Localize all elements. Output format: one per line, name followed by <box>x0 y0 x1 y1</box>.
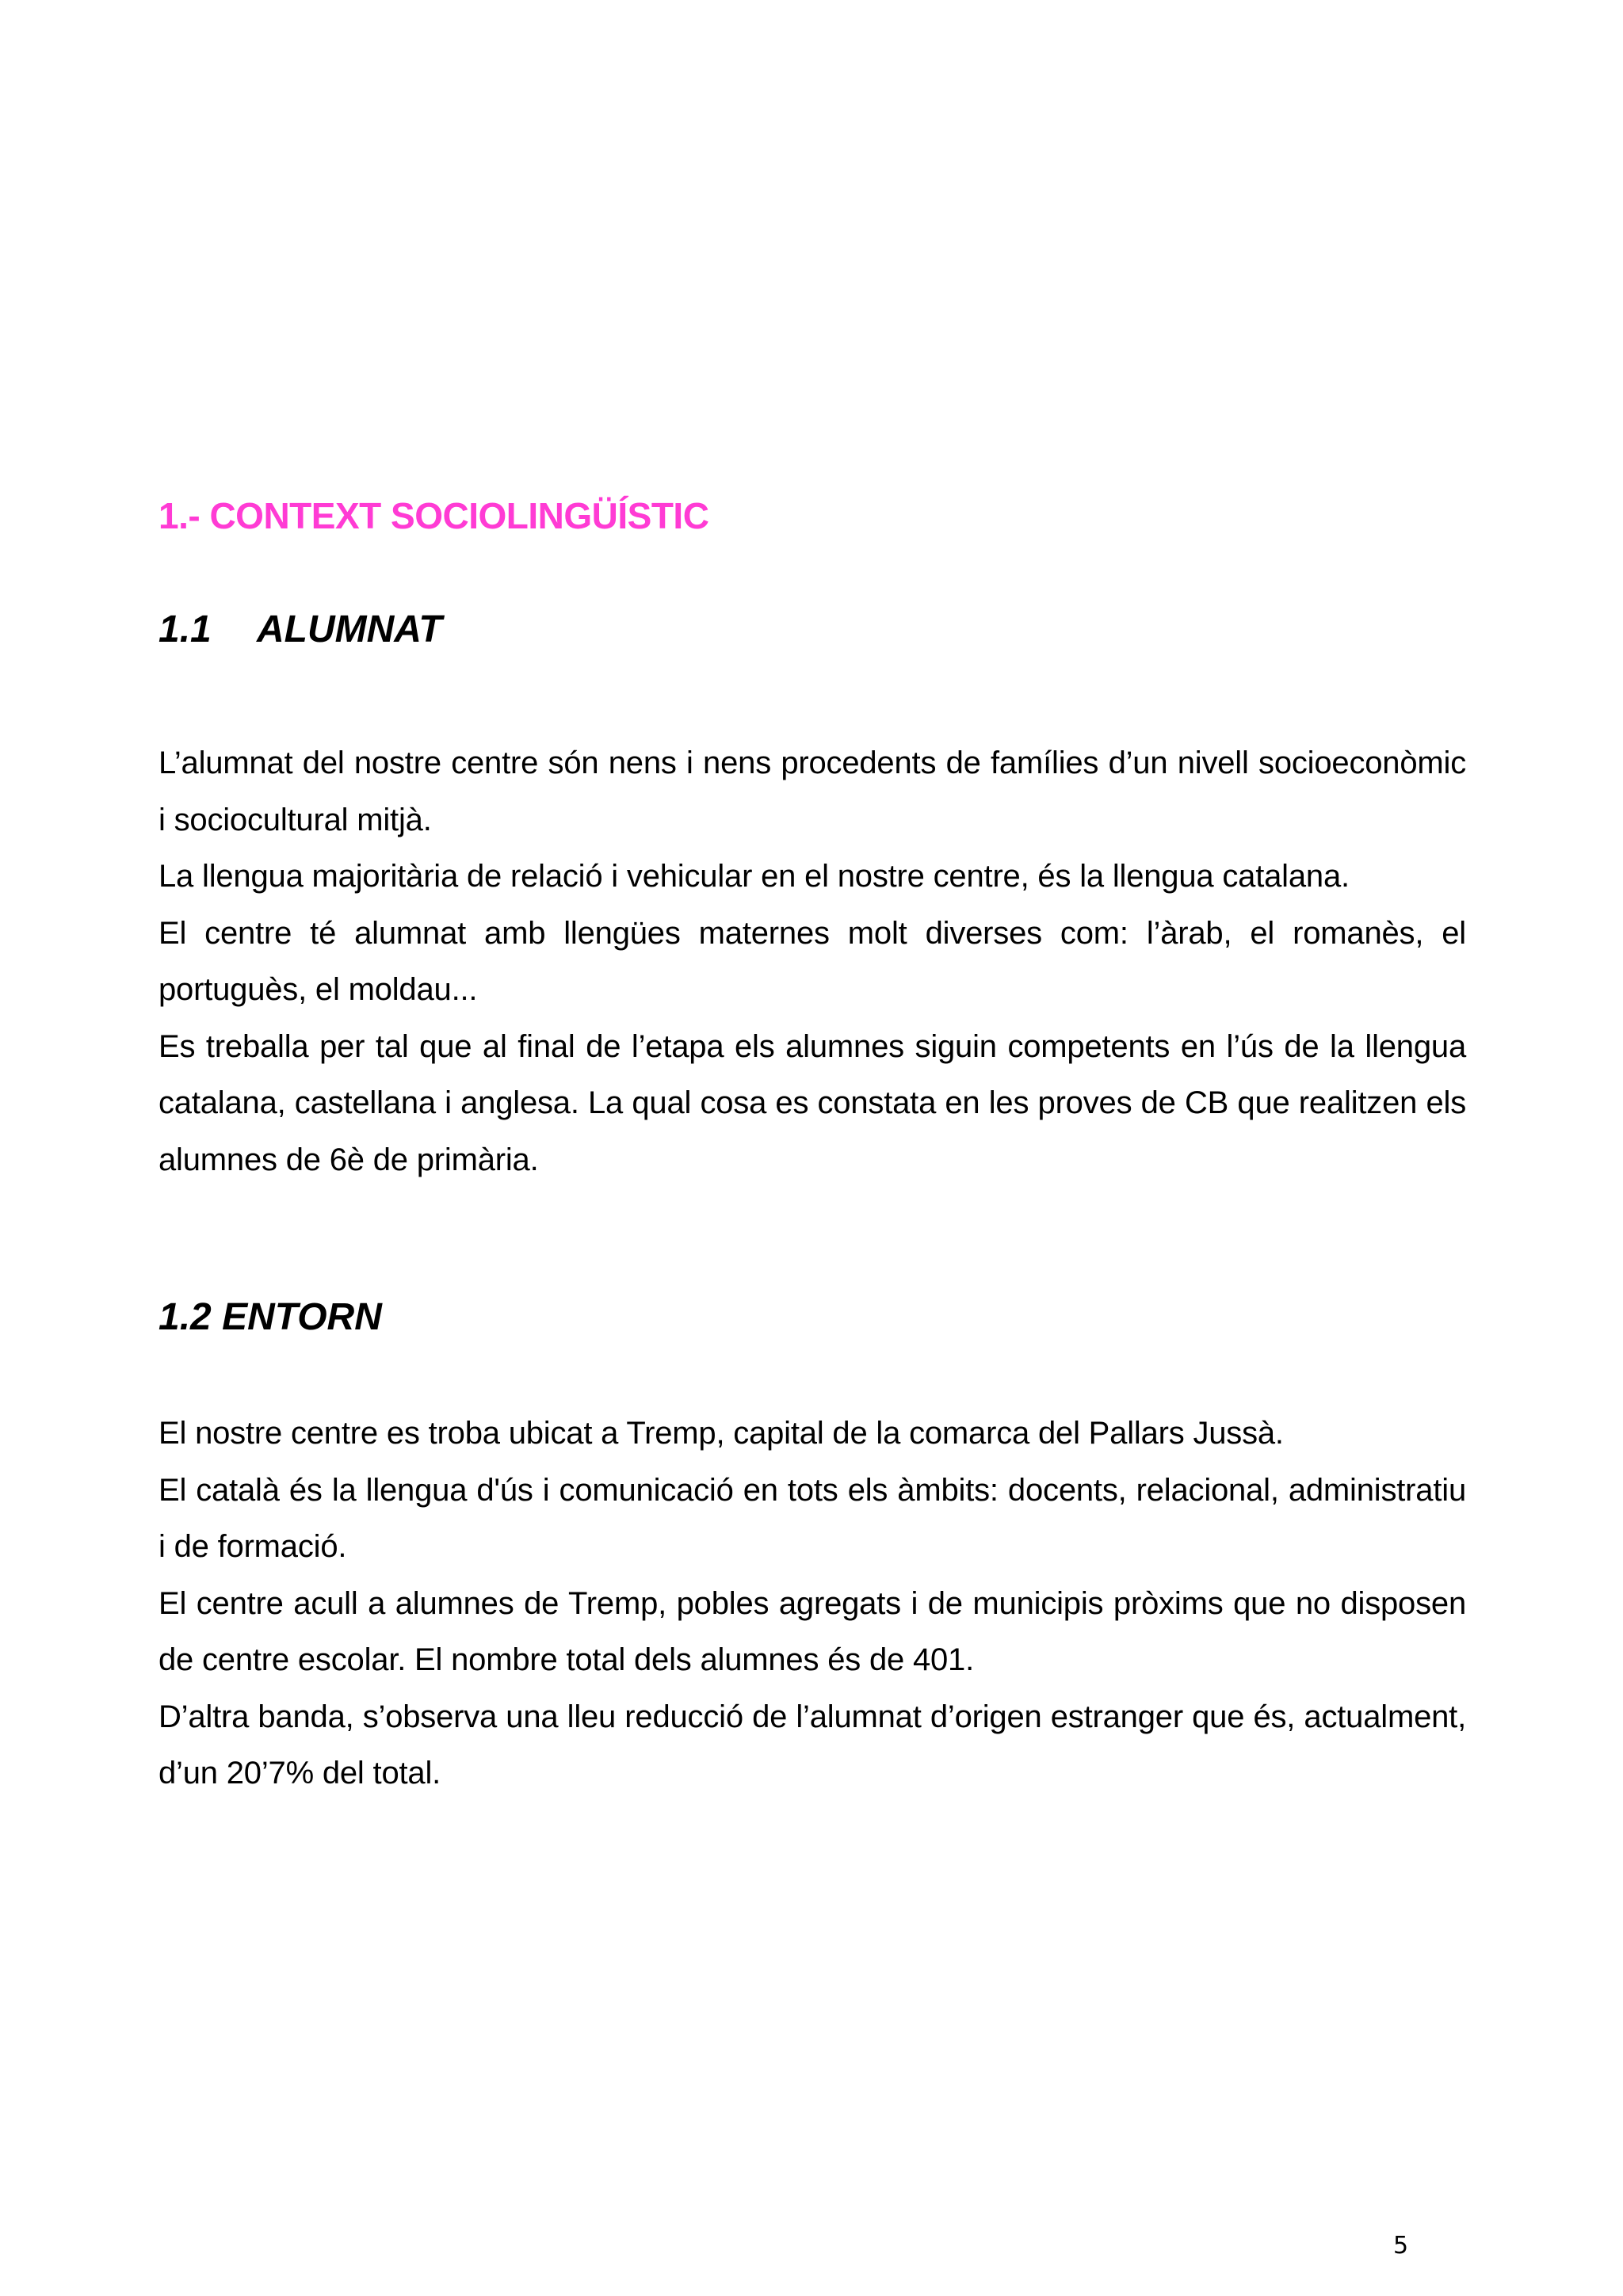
entorn-body <box>158 1405 1466 1802</box>
page-number: 5 <box>1393 2232 1409 2260</box>
subsection-heading-alumnat <box>158 608 442 651</box>
alumnat-body <box>158 735 1466 1188</box>
section-title: 1.- CONTEXT SOCIOLINGÜÍSTIC <box>158 495 709 536</box>
entorn-paragraph-1: El nostre centre es troba ubicat a Tremp, capital de la comarca del Pallars Jussà. <box>158 1416 1284 1451</box>
alumnat-paragraph-1: L’alumnat del nostre centre són nens i nens procedents de famílies d’un nivell socioeconòmic i sociocultural mitjà. <box>158 746 1466 837</box>
alumnat-paragraph-2: La llengua majoritària de relació i vehicular en el nostre centre, és la llengua catalana. <box>158 859 1350 894</box>
entorn-paragraph-4: D’altra banda, s’observa una lleu reducció de l’alumnat d’origen estranger que és, actualment, d’un 20’7% del total. <box>158 1699 1466 1791</box>
alumnat-paragraph-4: Es treballa per tal que al final de l’etapa els alumnes siguin competents en l’ús de la llengua catalana, castellana i anglesa. La qual cosa es constata en les proves de CB que realitzen els alumnes de 6è de primària. <box>158 1028 1466 1177</box>
subsection-title-alumnat: ALUMNAT <box>257 608 442 650</box>
entorn-paragraph-2: El català és la llengua d'ús i comunicació en tots els àmbits: docents, relacional, administratiu i de formació. <box>158 1472 1466 1564</box>
subsection-title-entorn: 1.2 ENTORN <box>158 1296 382 1338</box>
alumnat-paragraph-3: El centre té alumnat amb llengües maternes molt diverses com: l’àrab, el romanès, el portuguès, el moldau... <box>158 915 1466 1007</box>
entorn-paragraph-3: El centre acull a alumnes de Tremp, pobles agregats i de municipis pròxims que no disposen de centre escolar. El nombre total dels alumnes és de 401. <box>158 1585 1466 1677</box>
subsection-number-alumnat: 1.1 <box>158 608 212 650</box>
